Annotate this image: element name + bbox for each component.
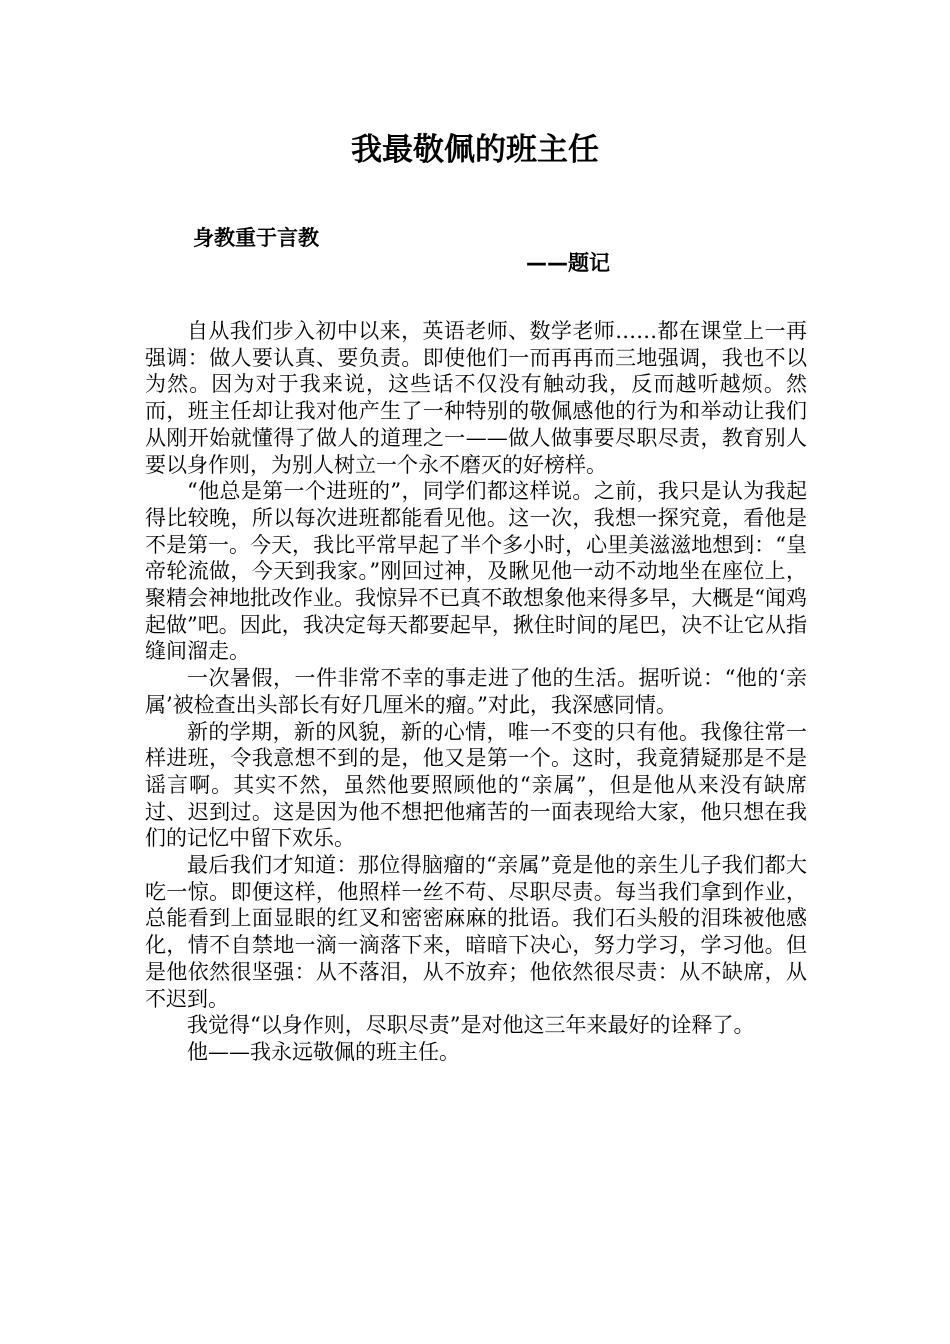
epigraph: 身教重于言教	[193, 226, 319, 250]
paragraph: 新的学期，新的风貌，新的心情，唯一不变的只有他。我像往常一样进班，令我意想不到的是，他又是第一个。这时，我竟猜疑那是不是谣言啊。其实不然，虽然他要照顾他的“亲属”，但是他从来没有缺席过、迟到过。这是因为他不想把他痛苦的一面表现给大家，他只想在我们的记忆中留下欢乐。	[145, 719, 807, 851]
paragraph: 自从我们步入初中以来，英语老师、数学老师……都在课堂上一再强调：做人要认真、要负责。即使他们一而再再而三地强调，我也不以为然。因为对于我来说，这些话不仅没有触动我，反而越听越烦。然而，班主任却让我对他产生了一种特别的敬佩感他的行为和举动让我们从刚开始就懂得了做人的道理之一——做人做事要尽职尽责，教育别人要以身作则，为别人树立一个永不磨灭的好榜样。	[145, 319, 807, 477]
essay-body	[145, 318, 807, 1066]
epigraph-source: ——题记	[526, 251, 610, 275]
paragraph: 我觉得“以身作则，尽职尽责”是对他这三年来最好的诠释了。	[187, 1013, 755, 1038]
document-title: 我最敬佩的班主任	[351, 132, 599, 168]
paragraph: 最后我们才知道：那位得脑瘤的“亲属”竟是他的亲生儿子我们都大吃一惊。即便这样，他照样一丝不苟、尽职尽责。每当我们拿到作业，总能看到上面显眼的红叉和密密麻麻的批语。我们石头般的泪珠被他感化，情不自禁地一滴一滴落下来，暗暗下决心，努力学习，学习他。但是他依然很坚强：从不落泪，从不放弃；他依然很尽责：从不缺席，从不迟到。	[145, 853, 807, 1011]
paragraph: “他总是第一个进班的”，同学们都这样说。之前，我只是认为我起得比较晚，所以每次进班都能看见他。这一次，我想一探究竟，看他是不是第一。今天，我比平常早起了半个多小时，心里美滋滋地想到：“皇帝轮流做，今天到我家。”刚回过神，及瞅见他一动不动地坐在座位上，聚精会神地批改作业。我惊异不已真不敢想象他来得多早，大概是“闻鸡起做”吧。因此，我决定每天都要起早，揪住时间的尾巴，决不让它从指缝间溜走。	[145, 479, 807, 664]
paragraph: 一次暑假，一件非常不幸的事走进了他的生活。据听说：“他的‘亲属’被检查出头部长有好几厘米的瘤。”对此，我深感同情。	[145, 666, 807, 717]
paragraph: 他——我永远敬佩的班主任。	[187, 1039, 460, 1064]
